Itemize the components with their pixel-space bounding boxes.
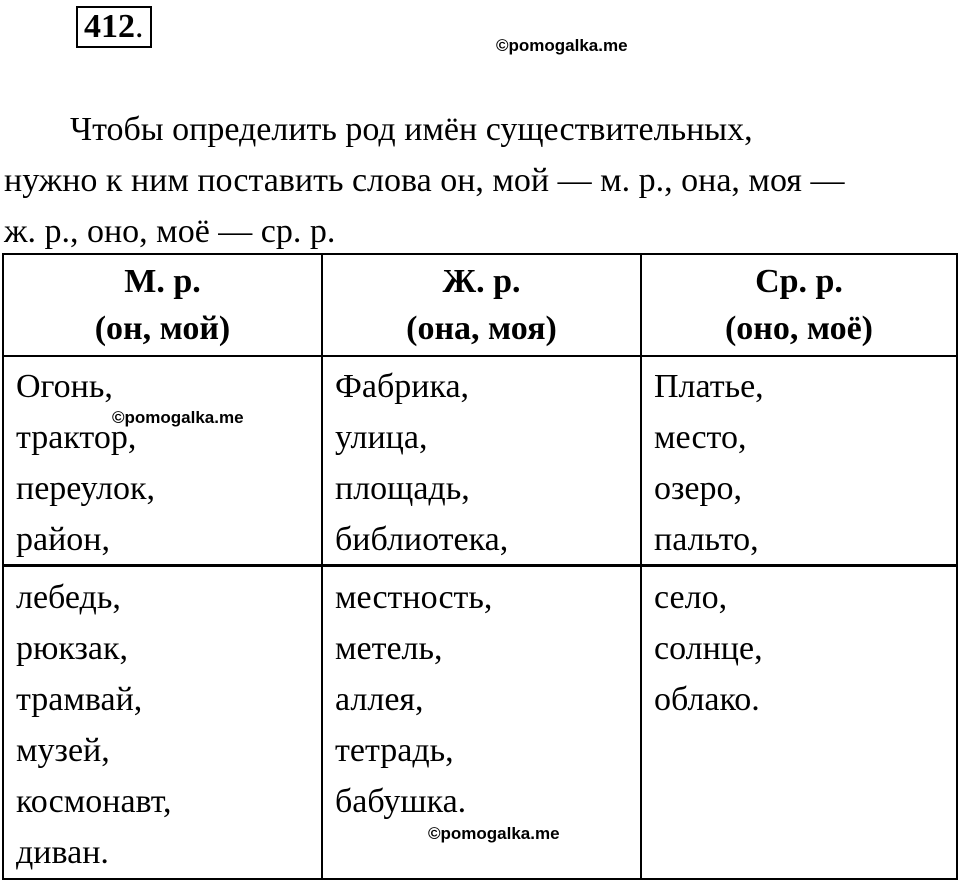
word: Огонь, (16, 368, 113, 405)
word: тетрадь, (335, 732, 454, 769)
word: трактор, (16, 419, 137, 456)
task-number: 412 (84, 8, 135, 45)
paragraph-line: Чтобы определить род имён существительных, (70, 111, 753, 148)
watermark: ©pomogalka.me (112, 408, 244, 427)
header-title: М. р. (124, 263, 201, 300)
watermark: ©pomogalka.me (496, 36, 628, 55)
word: библиотека, (335, 521, 509, 558)
header-feminine (322, 254, 641, 356)
word: музей, (16, 732, 110, 769)
cell-neuter (641, 356, 957, 566)
word: переулок, (16, 470, 156, 507)
word: место, (654, 419, 747, 456)
word: космонавт, (16, 783, 172, 820)
word: село, (654, 579, 728, 616)
word: бабушка. (335, 783, 467, 820)
header-title: Ж. р. (442, 263, 521, 300)
header-subtitle: (он, мой) (94, 310, 231, 347)
header-neuter (641, 254, 957, 356)
word: метель, (335, 630, 443, 667)
word: диван. (16, 834, 109, 871)
word: аллея, (335, 681, 424, 718)
word: район, (16, 521, 110, 558)
instruction-paragraph (4, 104, 956, 257)
task-number-box (76, 6, 152, 48)
header-subtitle: (она, моя) (406, 310, 557, 347)
header-title: Ср. р. (755, 263, 843, 300)
task-number-dot: . (135, 8, 144, 45)
cell-masculine (3, 565, 322, 879)
word: пальто, (654, 521, 759, 558)
word: улица, (335, 419, 428, 456)
cell-feminine (322, 356, 641, 566)
paragraph-line: ж. р., оно, моё — ср. р. (4, 213, 336, 250)
word: озеро, (654, 470, 743, 507)
table-header-row (3, 254, 957, 356)
word: Фабрика, (335, 368, 470, 405)
header-subtitle: (оно, моё) (724, 310, 874, 347)
cell-neuter (641, 565, 957, 879)
word: солнце, (654, 630, 763, 667)
word: местность, (335, 579, 493, 616)
word: площадь, (335, 470, 470, 507)
watermark: ©pomogalka.me (428, 824, 560, 843)
word: трамвай, (16, 681, 143, 718)
header-masculine (3, 254, 322, 356)
paragraph-line: нужно к ним поставить слова он, мой — м. р., она, моя — (4, 162, 845, 199)
word: Платье, (654, 368, 764, 405)
word: лебедь, (16, 579, 121, 616)
table-row (3, 356, 957, 566)
cell-masculine (3, 356, 322, 566)
word: облако. (654, 681, 760, 718)
word: рюкзак, (16, 630, 129, 667)
